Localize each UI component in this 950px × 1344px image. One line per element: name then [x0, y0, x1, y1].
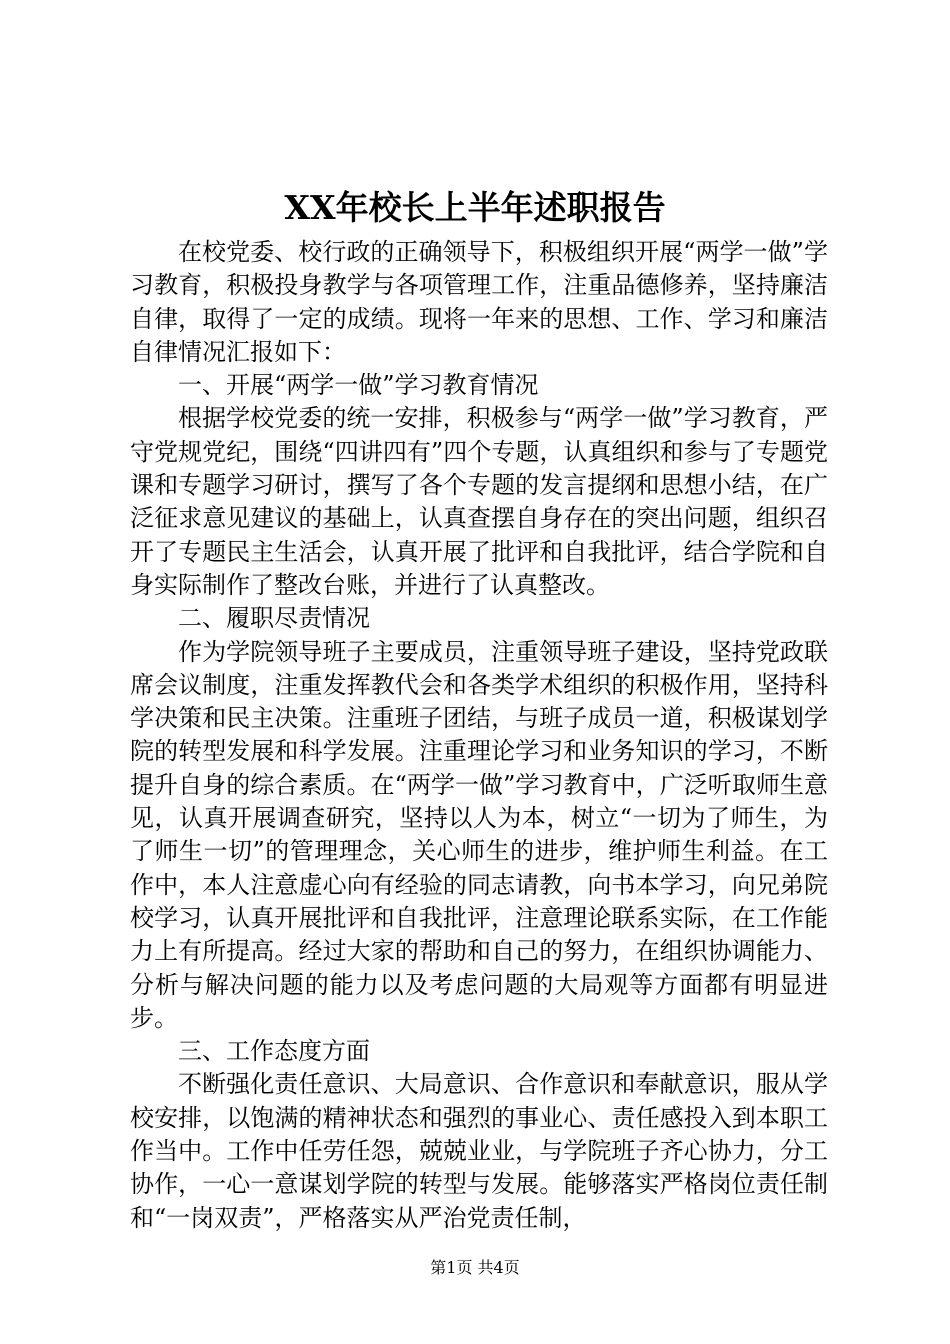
section-2-paragraph: 作为学院领导班子主要成员，注重领导班子建设，坚持党政联席会议制度，注重发挥教代会和各类学术组织的积极作用，坚持科学决策和民主决策。注重班子团结，与班子成员一道，积极谋划学院的转型发展和科学发展。注重理论学习和业务知识的学习，不断提升自身的综合素质。在“两学一做”学习教育中，广泛听取师生意见，认真开展调查研究，坚持以人为本，树立“一切为了师生，为了师生一切”的管理理念，关心师生的进步，维护师生利益。在工作中，本人注意虚心向有经验的同志请教，向书本学习，向兄弟院校学习，认真开展批评和自我批评，注意理论联系实际，在工作能力上有所提高。经过大家的帮助和自己的努力，在组织协调能力、分析与解决问题的能力以及考虑问题的大局观等方面都有明显进步。 [130, 637, 828, 1032]
section-1-paragraph: 根据学校党委的统一安排，积极参与“两学一做”学习教育，严守党规党纪，围绕“四讲四有”四个专题，认真组织和参与了专题党课和专题学习研讨，撰写了各个专题的发言提纲和思想小结，在广泛征求意见建议的基础上，认真查摆自身存在的突出问题，组织召开了专题民主生活会，认真开展了批评和自我批评，结合学院和自身实际制作了整改台账，并进行了认真整改。 [130, 404, 828, 599]
document-body [130, 236, 828, 1235]
section-3-paragraph: 不断强化责任意识、大局意识、合作意识和奉献意识，服从学校安排，以饱满的精神状态和强烈的事业心、责任感投入到本职工作当中。工作中任劳任怨，兢兢业业，与学院班子齐心协力，分工协作，一心一意谋划学院的转型与发展。能够落实严格岗位责任制和“一岗双责”，严格落实从严治党责任制， [130, 1070, 828, 1232]
section-heading-1: 一、开展“两学一做”学习教育情况 [178, 371, 539, 400]
page-number-label: 第1页 共4页 [430, 1258, 520, 1277]
page-footer [0, 1257, 950, 1279]
document-title: XX年校长上半年述职报告 [284, 188, 666, 227]
intro-paragraph: 在校党委、校行政的正确领导下，积极组织开展“两学一做”学习教育，积极投身教学与各项管理工作，注重品德修养，坚持廉洁自律，取得了一定的成绩。现将一年来的思想、工作、学习和廉洁自律情况汇报如下： [130, 238, 828, 366]
section-heading-2: 二、履职尽责情况 [178, 604, 370, 633]
section-heading-3: 三、工作态度方面 [178, 1037, 370, 1066]
